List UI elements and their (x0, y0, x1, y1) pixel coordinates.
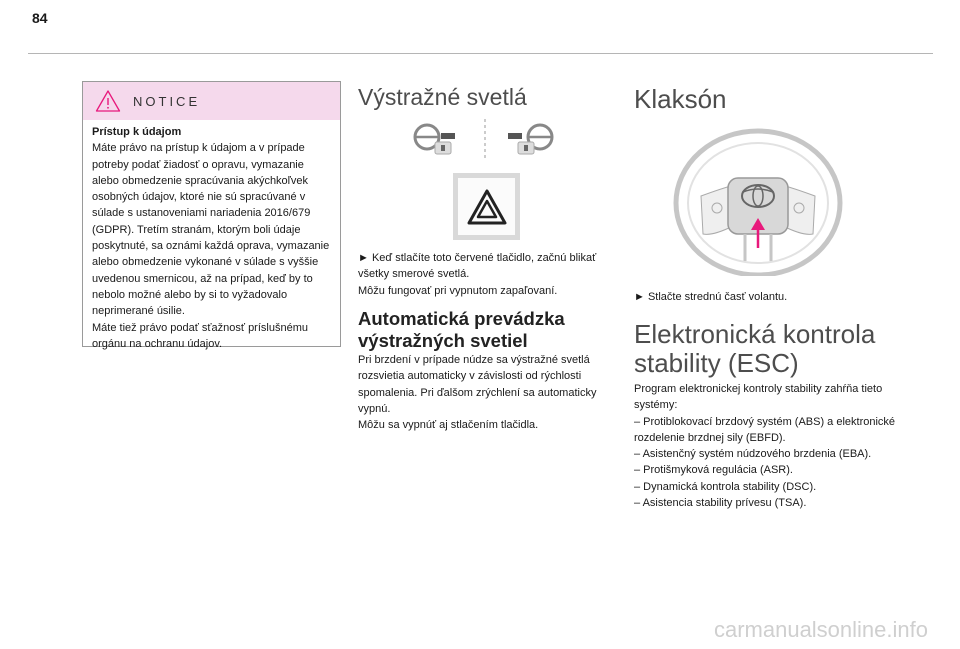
notice-heading: Prístup k údajom (92, 126, 182, 138)
notice-header (83, 82, 340, 120)
watermark: carmanualsonline.info (713, 617, 928, 642)
hazard-instructions (358, 250, 598, 299)
horn-instruction: ► Stlačte strednú časť volantu. (634, 291, 788, 303)
auto-hazard-paragraph: Pri brzdení v prípade núdze sa výstražné svetlá rozsvietia automaticky v závislosti od rýchlosti spomalenia. Pri ďalšom zrýchlení sa automaticky vypnú. (358, 354, 597, 415)
esc-list-item: – Dynamická kontrola stability (DSC). (634, 480, 817, 493)
hazard-title: Výstražné svetlá (358, 84, 527, 110)
steering-wheel-horn-image (673, 126, 843, 276)
hazard-instruction: ► Keď stlačíte toto červené tlačidlo, začnú blikať všetky smerové svetlá. (358, 252, 597, 281)
esc-title: Elektronická kontrola stability (ESC) (634, 319, 876, 378)
hazard-note: Môžu fungovať pri vypnutom zapaľovaní. (358, 284, 558, 297)
notice-paragraph: Máte tiež právo podať sťažnosť príslušnému orgánu na ochranu údajov. (92, 321, 308, 350)
notice-box (82, 81, 341, 350)
esc-list-item: – Asistenčný systém núdzového brzdenia (EBA). (634, 448, 872, 461)
esc-intro: Program elektronickej kontroly stability zahŕňa tieto systémy: (634, 383, 883, 412)
header-divider (28, 53, 933, 54)
notice-body (83, 120, 340, 352)
horn-title: Klaksón (634, 84, 727, 114)
notice-title: NOTICE (133, 93, 201, 109)
esc-list-item: – Protiblokovací brzdový systém (ABS) a elektronické rozdelenie brzdnej sily (EBFD). (634, 415, 896, 444)
warning-triangle-icon (95, 89, 121, 113)
auto-hazard-text (358, 352, 620, 433)
esc-list-item: – Asistencia stability prívesu (TSA). (634, 497, 807, 510)
hazard-button-image (453, 173, 520, 240)
auto-hazard-paragraph: Môžu sa vypnúť aj stlačením tlačidla. (358, 419, 539, 432)
notice-paragraph: Máte právo na prístup k údajom a v prípade potreby podať žiadosť o opravu, vymazanie alebo obmedzenie spracúvania akýchkoľvek osobných údajov, ktoré nie sú spracúvané v súlade s ustanoveniami nariadenia 2016/679 (GDPR). Tretím stranám, ktorým boli údaje poskytnuté, sa oznámi každá oprava, vymazanie alebo obmedzenie vykonané v súlade s vyššie uvedenou smernicou, až na prípad, keď by to nebolo možné alebo by si to vyžadovalo neprimerané úsilie. (92, 142, 330, 318)
page-number: 84 (32, 10, 48, 26)
esc-text (634, 381, 902, 511)
esc-list-item: – Protišmyková regulácia (ASR). (634, 464, 793, 477)
hazard-light-switch-icon (404, 116, 566, 162)
auto-hazard-title: Automatická prevádzka výstražných svetiel (358, 308, 565, 351)
hazard-triangle-icon (467, 189, 507, 225)
